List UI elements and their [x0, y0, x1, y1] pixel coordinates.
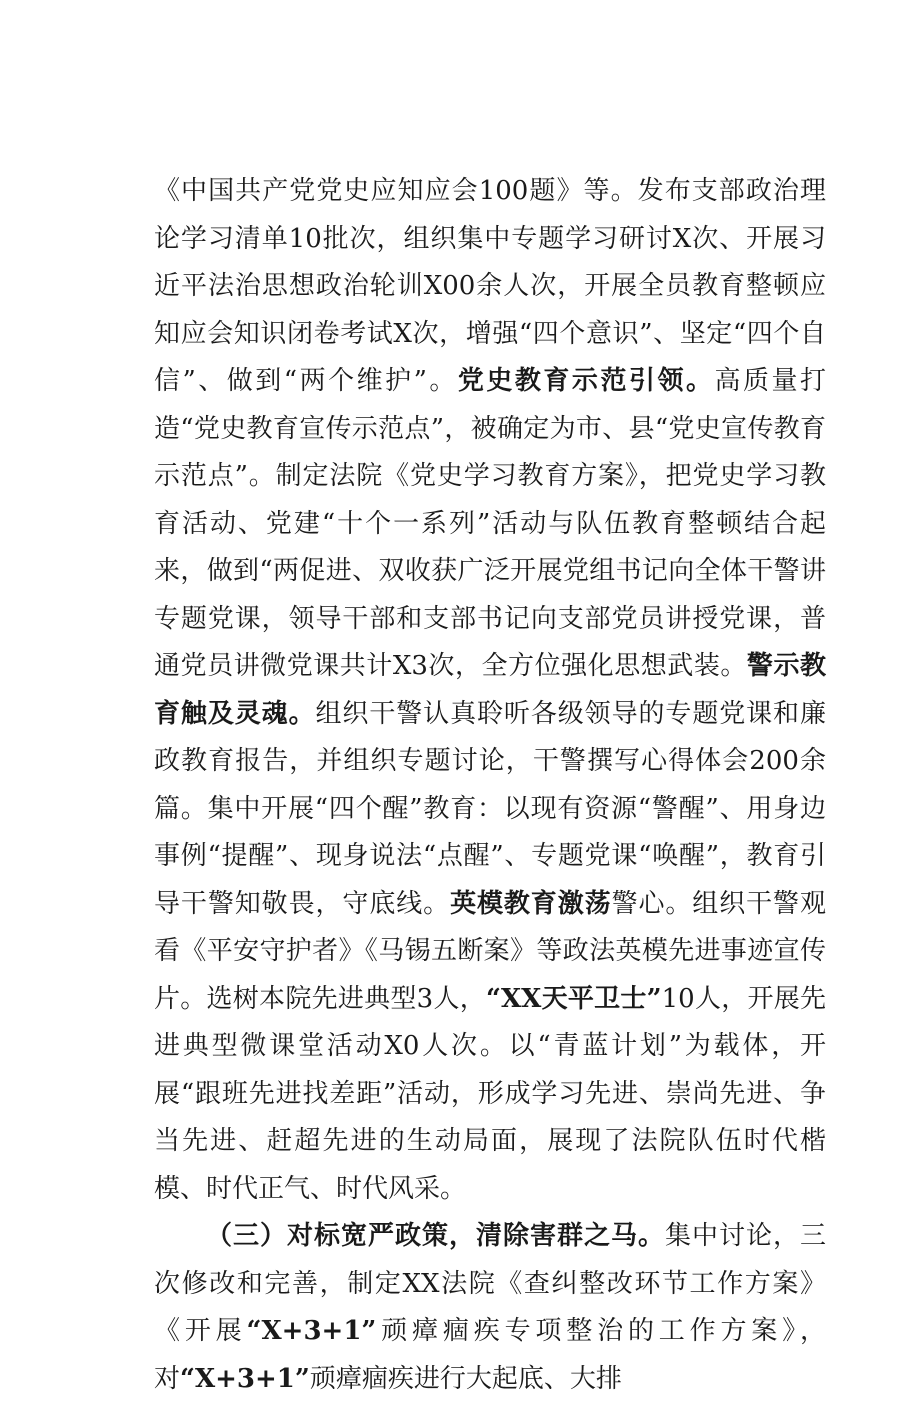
heading-hero-education: 英模教育激荡	[450, 888, 612, 919]
heading-warning-education: 警示教育触及灵魂。	[154, 651, 826, 729]
section-heading: （三）对标宽严政策，清除害群之马。	[206, 1221, 665, 1251]
paragraph-1-text: 组织干警认真聆听各级领导的专题党课和廉政教育报告，并组织专题讨论，干警撰写心得体会200余篇。集中开展“四个醒”教育：以现有资源“警醒”、用身边事例“提醒”、现身说法“点醒”、专题党课“唤醒”，教育引导干警知敬畏，守底线。	[154, 698, 826, 919]
bold-term: “XX天平卫士”	[486, 983, 662, 1014]
paragraph-1-text: 高质量打造“党史教育宣传示范点”，被确定为市、县“党史宣传教育示范点”。制定法院《党史学习教育方案》，把党史学习教育活动、党建“十个一系列”活动与队伍教育整顿结合起来，做到“两促进、双收获广泛开展党组书记向全体干警讲专题党课，领导干部和支部书记向支部党员讲授党课，普通党员讲微党课共计X3次，全方位强化思想武装。	[154, 366, 826, 681]
paragraph-2	[154, 1213, 826, 1403]
paragraph-1-text: 10人，开展先进典型微课堂活动X0人次。以“青蓝计划”为载体，开展“跟班先进找差距”活动，形成学习先进、崇尚先进、争当先进、赶超先进的生动局面，展现了法院队伍时代楷模、时代正气、时代风采。	[154, 983, 827, 1204]
bold-term: “X+3+1”	[180, 1363, 310, 1394]
paragraph-2-text: 顽瘴痼疾进行大起底、大排	[309, 1363, 622, 1394]
document-page	[154, 168, 826, 1403]
paragraph-1-text: 《中国共产党党史应知应会100题》等。发布支部政治理论学习清单10批次，组织集中专题学习研讨X次、开展习近平法治思想政治轮训X00余人次，开展全员教育整顿应知应会知识闭卷考试X次，增强“四个意识”、坚定“四个自信”、做到“两个维护”。	[154, 176, 826, 396]
paragraph-2-text: 顽瘴痼疾专项整治的工作方案》，对	[154, 1316, 826, 1394]
paragraph-1	[154, 168, 826, 1213]
heading-party-history: 党史教育示范引领。	[457, 366, 715, 396]
bold-term: “X+3+1”	[246, 1316, 377, 1346]
paragraph-2-text: 集中讨论，三次修改和完善，制定XX法院《查纠整改环节工作方案》《开展	[154, 1221, 826, 1346]
paragraph-1-text: 警心。组织干警观看《平安守护者》《马锡五断案》等政法英模先进事迹宣传片。选树本院先进典型3人，	[154, 888, 826, 1014]
